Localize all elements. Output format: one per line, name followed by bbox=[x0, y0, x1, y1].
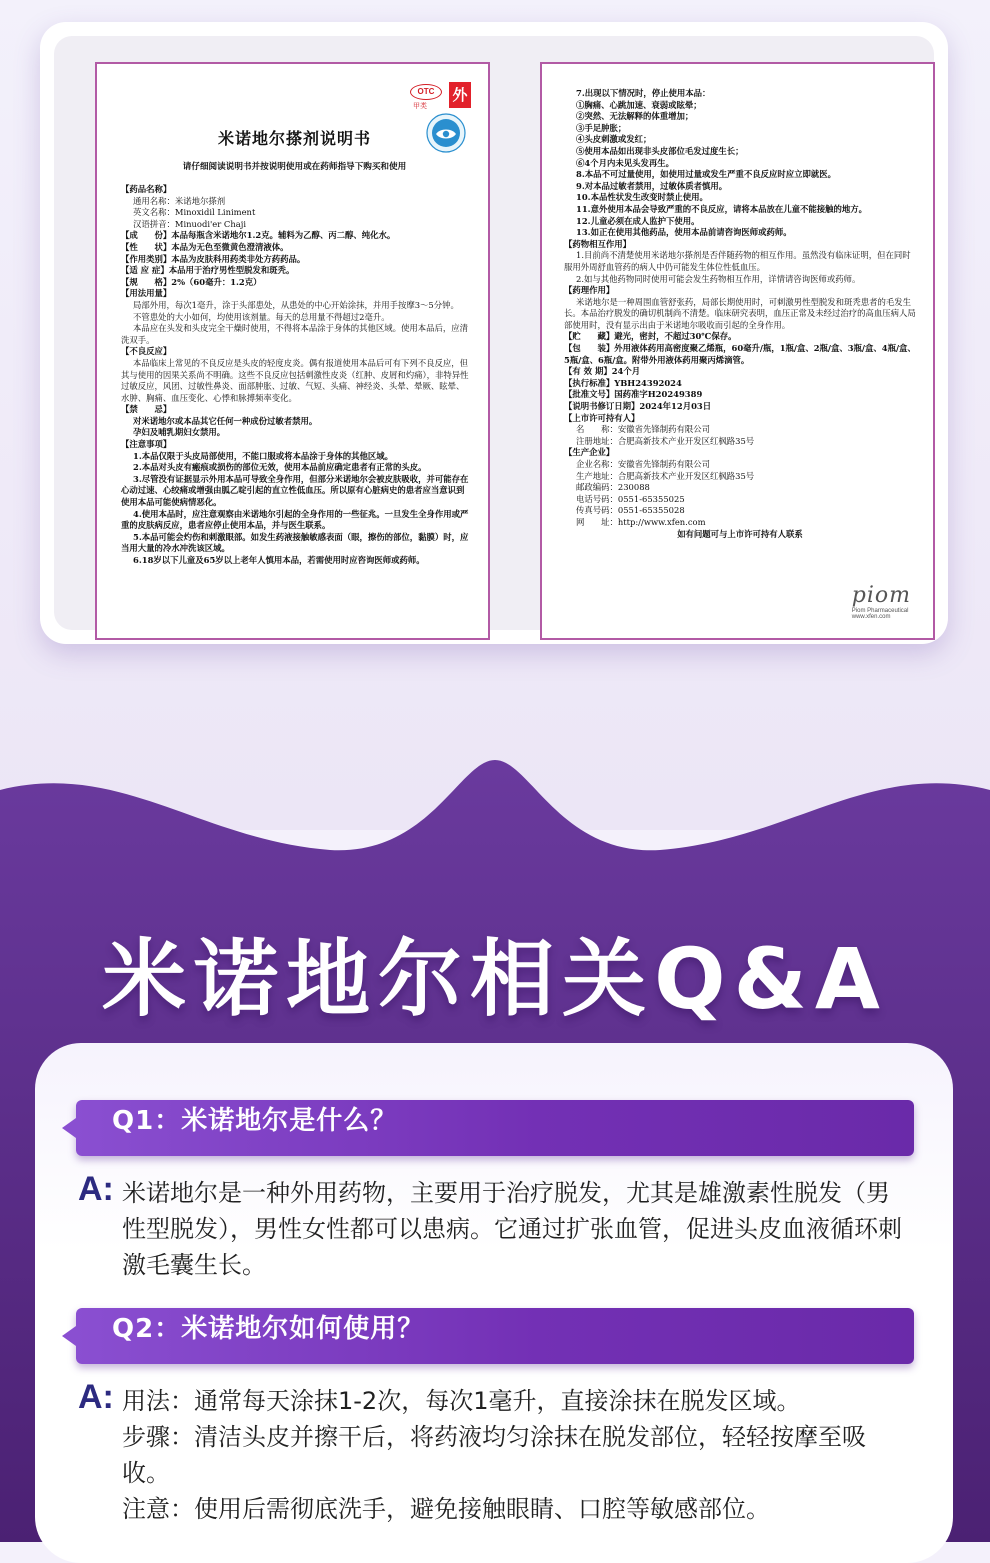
leaflet-line: 【适 应 症】本品用于治疗男性型脱发和斑秃。 bbox=[121, 265, 295, 276]
leaflet-line: 1.本品仅限于头皮局部使用，不能口服或将本品涂于身体的其他区域。 bbox=[133, 450, 393, 461]
brand-name: piom bbox=[851, 583, 911, 608]
leaflet-line: 生产地址：合肥高新技术产业开发区红枫路35号 bbox=[576, 470, 755, 481]
otc-logo: OTC bbox=[410, 84, 442, 100]
leaflet-left-text bbox=[121, 184, 471, 567]
leaflet-line: 【药物相互作用】 bbox=[564, 238, 631, 249]
leaflet-line: 通用名称：米诺地尔搽剂 bbox=[133, 195, 226, 206]
leaflet-line: 5.本品可能会灼伤和刺激眼部。如发生药液接触敏感表面（眼，擦伤的部位，黏膜）时，应当用大量的冷水冲洗该区域。 bbox=[121, 531, 469, 554]
leaflet-line: 【禁 忌】 bbox=[121, 404, 172, 415]
leaflet-title: 米诺地尔搽剂说明书 bbox=[217, 129, 371, 148]
leaflet-line: 企业名称：安徽省先锋制药有限公司 bbox=[576, 459, 710, 469]
otc-class-label: 甲类 bbox=[413, 102, 427, 110]
leaflet-line: 【批准文号】国药准字H20249389 bbox=[564, 389, 703, 400]
leaflet-line: 【包 装】外用液体药用高密度聚乙烯瓶，60毫升/瓶，1瓶/盒、2瓶/盒、3瓶/盒、4瓶/盒、5瓶/盒、6瓶/盒。附带外用液体药用聚丙烯滴管。 bbox=[564, 343, 916, 365]
leaflet-line: ⑥4个月内未见头发再生。 bbox=[576, 157, 674, 168]
leaflet-line: 【上市许可持有人】 bbox=[564, 412, 640, 423]
leaflet-line: 1.目前尚不清楚使用米诺地尔搽剂是否伴随药物的相互作用。虽然没有临床证明，但在同时服用外周舒血管药的病人中仍可能发生体位性低血压。 bbox=[564, 250, 911, 272]
leaflet-line: 8.本品不可过量使用，如使用过量或发生严重不良反应时应立即就医。 bbox=[576, 169, 836, 180]
leaflet-notice: 请仔细阅读说明书并按说明使用或在药师指导下购买和使用 bbox=[182, 162, 407, 172]
leaflet-line: 邮政编码：230088 bbox=[576, 482, 650, 493]
leaflet-line: 2.如与其他药物同时使用可能会发生药物相互作用，详情请咨询医师或药师。 bbox=[576, 273, 861, 284]
answer-2-line-usage: 用法：通常每天涂抹1-2次，每次1毫升，直接涂抹在脱发区域。 bbox=[122, 1387, 801, 1415]
leaflet-line: 【规 格】2%（60毫升：1.2克） bbox=[121, 276, 262, 287]
leaflet-line: 【性 状】本品为无色至微黄色澄清液体。 bbox=[121, 241, 289, 252]
leaflet-line: ②突然、无法解释的体重增加； bbox=[576, 111, 694, 122]
leaflet-line: 不管患处的大小如何，均使用该剂量。每天的总用量不得超过2毫升。 bbox=[133, 311, 390, 322]
leaflet-card bbox=[40, 22, 948, 644]
answer-2-text bbox=[122, 1383, 912, 1527]
leaflet-line: 12.儿童必须在成人监护下使用。 bbox=[576, 215, 700, 226]
leaflet-line: ⑤使用本品如出现非头皮部位毛发过度生长； bbox=[576, 145, 744, 156]
leaflet-line: 10.本品性状发生改变时禁止使用。 bbox=[576, 192, 708, 203]
leaflet-line: 电话号码：0551-65355025 bbox=[576, 493, 685, 504]
question-2-text: Q2：米诺地尔如何使用？ bbox=[112, 1314, 425, 1344]
leaflet-line: 本品临床上常见的不良反应是头皮的轻度皮炎。偶有报道使用本品后可有下列不良反应，但其与使用的因果关系尚不明确。这些不良反应包括刺激性皮炎（红肿、皮屑和灼痛），非特异性过敏反应，风团、过敏性鼻炎、面部肿胀、过敏、气短、头痛、神经炎、头晕、晕厥、眩晕、水肿、胸痛、血压变化、心悸和脉搏频率变化。 bbox=[121, 357, 469, 403]
leaflet-line: 孕妇及哺乳期妇女禁用。 bbox=[133, 427, 226, 438]
leaflet-page-left bbox=[95, 62, 490, 640]
leaflet-line: 【作用类别】本品为皮肤科用药类非处方药药品。 bbox=[121, 253, 306, 264]
leaflet-page-right bbox=[540, 62, 935, 640]
answer-2-line-caution: 注意：使用后需彻底洗手，避免接触眼睛、口腔等敏感部位。 bbox=[122, 1495, 770, 1523]
leaflet-line: 13.如正在使用其他药品，使用本品前请咨询医师或药师。 bbox=[576, 227, 792, 238]
leaflet-line: 注册地址：合肥高新技术产业开发区红枫路35号 bbox=[576, 435, 755, 446]
leaflet-right-text bbox=[564, 88, 916, 540]
leaflet-line: 如有问题可与上市许可持有人联系 bbox=[677, 528, 803, 539]
leaflet-line: 【用法用量】 bbox=[121, 288, 172, 299]
leaflet-line: 6.18岁以下儿童及65岁以上老年人慎用本品，若需使用时应咨询医师或药师。 bbox=[133, 555, 425, 565]
answer-1-text bbox=[122, 1175, 912, 1283]
answer-1-mark: A: bbox=[78, 1170, 114, 1208]
leaflet-line: 本品应在头发和头皮完全干燥时使用，不得将本品涂于身体的其他区域。使用本品后，应清洗双手。 bbox=[121, 323, 468, 345]
leaflet-line: 4.使用本品时，应注意观察由米诺地尔引起的全身作用的一些征兆。一旦发生全身作用或严重的皮肤病反应，患者应停止使用本品，并与医生联系。 bbox=[121, 508, 469, 531]
piom-logo bbox=[852, 583, 911, 620]
leaflet-line: 【注意事项】 bbox=[121, 439, 172, 450]
leaflet-backing bbox=[54, 36, 934, 630]
leaflet-line: 英文名称：Minoxidil Liniment bbox=[133, 207, 256, 218]
leaflet-line: 【药品名称】 bbox=[121, 184, 172, 194]
leaflet-line: 米诺地尔是一种周围血管舒张药，局部长期使用时，可刺激男性型脱发和斑秃患者的毛发生长。本品治疗脱发的确切机制尚不清楚。临床研究表明，血压正常及未经过治疗的高血压病人局部使用时，没有显示出由于米诺地尔吸收而引起的全身作用。 bbox=[564, 296, 916, 330]
leaflet-line: 汉语拼音：Minuodi'er Chaji bbox=[133, 218, 246, 229]
leaflet-line: 【贮 藏】避光，密封，不超过30℃保存。 bbox=[564, 331, 737, 342]
leaflet-line: 局部外用，每次1毫升，涂于头部患处，从患处的中心开始涂抹，并用手按摩3～5分钟。 bbox=[133, 299, 459, 310]
brand-url: www.xfen.com bbox=[851, 614, 891, 620]
qa-heading: 米诺地尔相关Q&A bbox=[102, 930, 888, 1028]
leaflet-line: 【生产企业】 bbox=[564, 447, 615, 458]
leaflet-line: 【说明书修订日期】2024年12月03日 bbox=[564, 401, 712, 412]
leaflet-line: 名 称：安徽省先锋制药有限公司 bbox=[576, 424, 710, 435]
leaflet-line: 网 址：http://www.xfen.com bbox=[576, 516, 706, 527]
leaflet-line: 对米诺地尔或本品其它任何一种成份过敏者禁用。 bbox=[133, 415, 318, 426]
leaflet-line: ③手足肿胀； bbox=[576, 122, 627, 133]
answer-1-line: 米诺地尔是一种外用药物，主要用于治疗脱发，尤其是雄激素性脱发（男性型脱发），男性女性都可以患病。它通过扩张血管，促进头皮血液循环刺激毛囊生长。 bbox=[122, 1179, 902, 1279]
leaflet-line: 11.意外使用本品会导致严重的不良反应，请将本品放在儿童不能接触的地方。 bbox=[576, 203, 867, 214]
brand-sub: Piom Pharmaceutical bbox=[851, 608, 909, 614]
leaflet-line: 【不良反应】 bbox=[121, 346, 172, 357]
leaflet-line: 传真号码：0551-65355028 bbox=[576, 505, 685, 516]
leaflet-line: 7.出现以下情况时，停止使用本品： bbox=[576, 88, 711, 98]
leaflet-line: 【药理作用】 bbox=[564, 285, 615, 296]
leaflet-line: 9.对本品过敏者禁用，过敏体质者慎用。 bbox=[576, 180, 728, 191]
leaflet-line: ①胸痛、心跳加速、衰弱或眩晕； bbox=[576, 99, 702, 110]
leaflet-line: 【执行标准】YBH24392024 bbox=[564, 377, 682, 388]
leaflet-line: 2.本品对头皮有瘢痕或损伤的部位无效，使用本品前应确定患者有正常的头皮。 bbox=[133, 462, 427, 473]
external-use-badge: 外 bbox=[449, 82, 471, 108]
question-bar-1 bbox=[76, 1100, 914, 1156]
leaflet-line: 【成 份】本品每瓶含米诺地尔1.2克。辅料为乙醇、丙二醇、纯化水。 bbox=[121, 230, 396, 241]
answer-2-mark: A: bbox=[78, 1378, 114, 1416]
leaflet-line: ④头皮刺激或发红； bbox=[576, 134, 652, 145]
leaflet-line: 3.尽管没有证据显示外用本品可导致全身作用，但部分米诺地尔会被皮肤吸收，并可能存在心动过速、心绞痛或增强由胍乙啶引起的直立性低血压。所以原有心脏病史的患者应当意识到使用本品可能使病情恶化。 bbox=[121, 473, 469, 508]
leaflet-line: 【有 效 期】24个月 bbox=[564, 366, 641, 377]
question-1-text: Q1：米诺地尔是什么？ bbox=[112, 1106, 398, 1136]
question-bar-2 bbox=[76, 1308, 914, 1364]
answer-2-line-steps: 步骤：清洁头皮并擦干后，将药液均匀涂抹在脱发部位，轻轻按摩至吸收。 bbox=[122, 1423, 866, 1487]
